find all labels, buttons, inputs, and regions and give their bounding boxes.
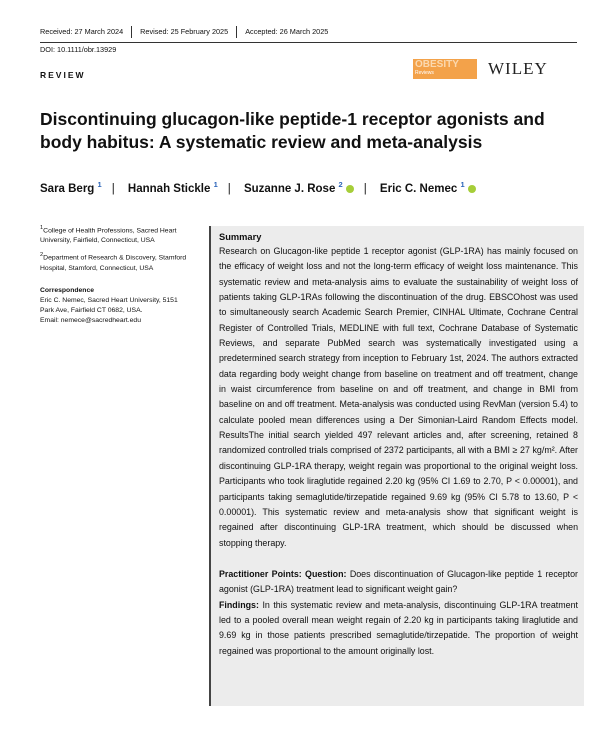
section-label: REVIEW — [40, 70, 86, 80]
publisher-logo: WILEY — [488, 59, 548, 78]
orcid-icon[interactable] — [468, 185, 476, 193]
affiliation-2: $^2$Department of Research & Discovery, Stamford Hospital, Stamford, Connecticut, USA — [40, 252, 187, 272]
journal-name: OBESITY — [415, 59, 459, 70]
correspondence: Correspondence Eric C. Nemec, Sacred Heart University, 5151 Park Ave, Fairfield CT 0682, USA. Email: nemece@sacredheart.edu — [40, 286, 178, 324]
doi[interactable]: DOI: 10.1111/obr.13929 — [40, 45, 117, 54]
summary-text: Research on Glucagon-like peptide 1 receptor agonist (GLP-1RA) has mainly focused on the efficacy of weight loss and not the long-term efficacy of weight loss maintenance. This systematic review and meta-analysis aims to evaluate the sustainability of weight loss of patients taking GLP-1RAs following the discontinuation of the drug. EBSCOhost was used to simultaneously search Academic Search Premier, CINHAL Ultimate, Cochrane Central Register of Controlled Trials, MEDLINE with full text, Cochrane Database of Systematic Reviews, and separate PubMed search was systematically investigated using a predetermined search strategy from inception to February 1st, 2024. The authors extracted data regarding body weight change from baseline on treatment and off treatment, change in waist circumference from baseline on and off treatment, and change in BMI from baseline on and off treatment. Meta-analysis was conducted using RevMan (version 5.4) to calculate pooled mean differences using a Der Simonian-Laird Random Effects model. ResultsThe initial search yielded 497 relevant articles and, after screening, retained 8 randomized controlled trials comprised of 2372 participants, all with a BMI ≥ 27 kg/m². After discontinuing GLP-1RA therapy, weight regain was proportional to the original weight loss. Participants who took liraglutide regained 2.20 kg (95% CI 1.69 to 2.70, P < 0.00001), and participants taking semaglutide/tirzepatide regained 9.69 kg (95% CI 5.78 to 13.60, P < 0.00001). This systematic review and meta-analysis show that significant weight is regained after discontinuing GLP-1RA treatment, which should be discussed when stopping therapy. — [219, 246, 578, 548]
affiliations — [40, 223, 190, 330]
journal-sub: Reviews — [415, 70, 434, 76]
history-bar — [40, 26, 577, 43]
orcid-icon[interactable] — [346, 185, 354, 193]
email[interactable]: Email: nemece@sacredheart.edu — [40, 316, 141, 324]
summary-box — [209, 226, 584, 706]
received-date: Received: 27 March 2024 — [40, 27, 124, 36]
author-list: Sara Berg $^1$ | Hannah Stickle $^1$ | Suzanne J. Rose $^2$ | Eric C. Nemec $^1$ — [40, 180, 476, 195]
affiliation-1: $^1$College of Health Professions, Sacred Heart University, Fairfield, Connecticut, USA — [40, 225, 177, 245]
author[interactable]: Suzanne J. Rose $^2$ — [244, 183, 354, 195]
author[interactable]: Hannah Stickle $^1$ — [127, 180, 218, 195]
findings: Findings: In this systematic review and meta-analysis, discontinuing GLP-1RA treatment led to a pooled overall mean weight regain of 2.20 kg in participants taking liraglutide and 9.69 kg in those patients prescribed semaglutide/tirzepatide. The proportion of weight regained was proportional to the amount originally lost. — [219, 599, 578, 656]
author[interactable]: Sara Berg $^1$ — [40, 180, 102, 195]
accepted-date: Accepted: 26 March 2025 — [236, 26, 336, 38]
revised-date: Revised: 25 February 2025 — [131, 26, 236, 38]
article-title: Discontinuing glucagon-like peptide-1 receptor agonists and body habitus: A systematic review and meta-analysis — [40, 109, 545, 152]
practitioner-points: Practitioner Points: Question: Does discontinuation of Glucagon-like peptide 1 receptor agonist (GLP-1RA) treatment lead to significant weight gain? — [219, 568, 579, 595]
summary-heading: Summary — [219, 232, 262, 242]
journal-logo — [413, 59, 477, 79]
author[interactable]: Eric C. Nemec $^1$ — [380, 183, 476, 195]
